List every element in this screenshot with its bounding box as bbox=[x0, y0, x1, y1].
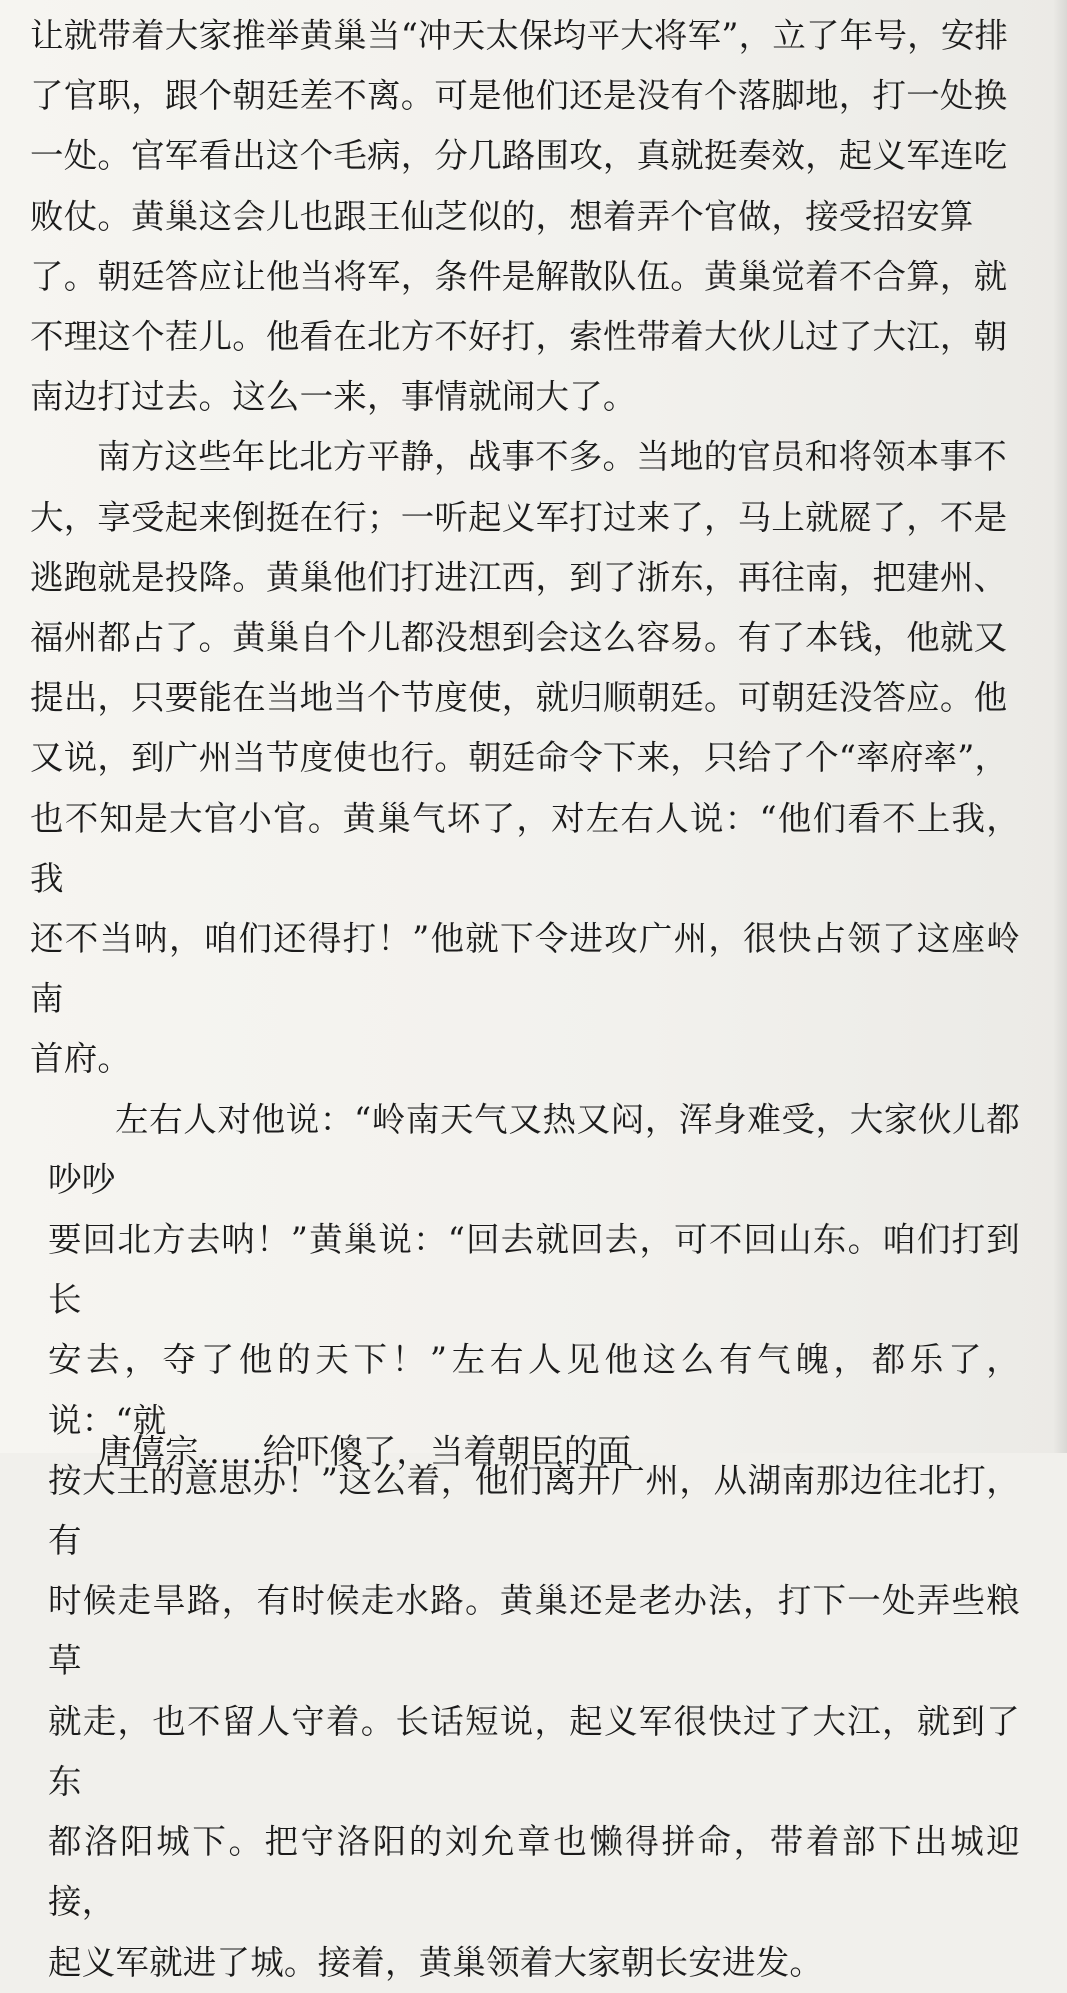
text-line: 提出，只要能在当地当个节度使，就归顺朝廷。可朝廷没答应。他 bbox=[30, 678, 1008, 718]
text-line: 时候走旱路，有时候走水路。黄巢还是老办法，打下一处弄些粮草 bbox=[48, 1581, 1020, 1681]
text-line: 大，享受起来倒挺在行；一听起义军打过来了，马上就㞞了，不是 bbox=[30, 497, 1008, 537]
text-line: 让就带着大家推举黄巢当“冲天太保均平大将军”，立了年号，安排 bbox=[30, 16, 1009, 55]
text-line: 都洛阳城下。把守洛阳的刘允章也懒得拼命，带着部下出城迎接， bbox=[48, 1822, 1020, 1922]
paragraph-1 bbox=[30, 6, 1020, 427]
text-line: 了官职，跟个朝廷差不离。可是他们还是没有个落脚地，打一处换 bbox=[30, 76, 1008, 116]
text-line: 南方这些年比北方平静，战事不多。当地的官员和将领本事不 bbox=[97, 437, 1007, 477]
page-edge-shadow bbox=[1053, 0, 1067, 1453]
text-line: 不理这个茬儿。他看在北方不好打，索性带着大伙儿过了大江，朝 bbox=[30, 317, 1008, 357]
cutoff-line: 唐僖宗......给吓傻了，当着朝臣的面 bbox=[98, 1432, 631, 1471]
text-line: 也不知是大官小官。黄巢气坏了，对左右人说：“他们看不上我，我 bbox=[30, 798, 1020, 898]
text-line: 安去，夺了他的天下！”左右人见他这么有气魄，都乐了，说：“就 bbox=[48, 1340, 1020, 1440]
page-text bbox=[30, 6, 1020, 1993]
text-line: 又说，到广州当节度使也行。朝廷命令下来，只给了个“率府率”， bbox=[30, 738, 1009, 778]
text-line: 左右人对他说：“岭南天气又热又闷，浑身难受，大家伙儿都吵吵 bbox=[48, 1099, 1020, 1199]
text-line: 要回北方去呐！”黄巢说：“回去就回去，可不回山东。咱们打到长 bbox=[48, 1220, 1020, 1320]
text-line: 按大王的意思办！”这么着，他们离开广州，从湖南那边往北打，有 bbox=[48, 1460, 1020, 1561]
text-line: 就走，也不留人守着。长话短说，起义军很快过了大江，就到了东 bbox=[48, 1701, 1020, 1801]
text-line: 还不当呐，咱们还得打！”他就下令进攻广州，很快占领了这座岭南 bbox=[30, 919, 1020, 1019]
paragraph-2 bbox=[30, 427, 1020, 1089]
text-line: 首府。 bbox=[30, 1039, 132, 1079]
text-line: 了。朝廷答应让他当将军，条件是解散队伍。黄巢觉着不合算，就 bbox=[30, 256, 1008, 296]
text-line: 败仗。黄巢这会儿也跟王仙芝似的，想着弄个官做，接受招安算 bbox=[30, 196, 974, 236]
text-line: 起义军就进了城。接着，黄巢领着大家朝长安进发。 bbox=[48, 1942, 824, 1982]
text-line: 逃跑就是投降。黄巢他们打进江西，到了浙东，再往南，把建州、 bbox=[30, 557, 1008, 597]
paragraph-3 bbox=[30, 1090, 1020, 1993]
text-line: 南边打过去。这么一来，事情就闹大了。 bbox=[30, 377, 637, 417]
text-line: 一处。官军看出这个毛病，分几路围攻，真就挺奏效，起义军连吃 bbox=[30, 136, 1008, 176]
text-line: 福州都占了。黄巢自个儿都没想到会这么容易。有了本钱，他就又 bbox=[30, 618, 1008, 658]
